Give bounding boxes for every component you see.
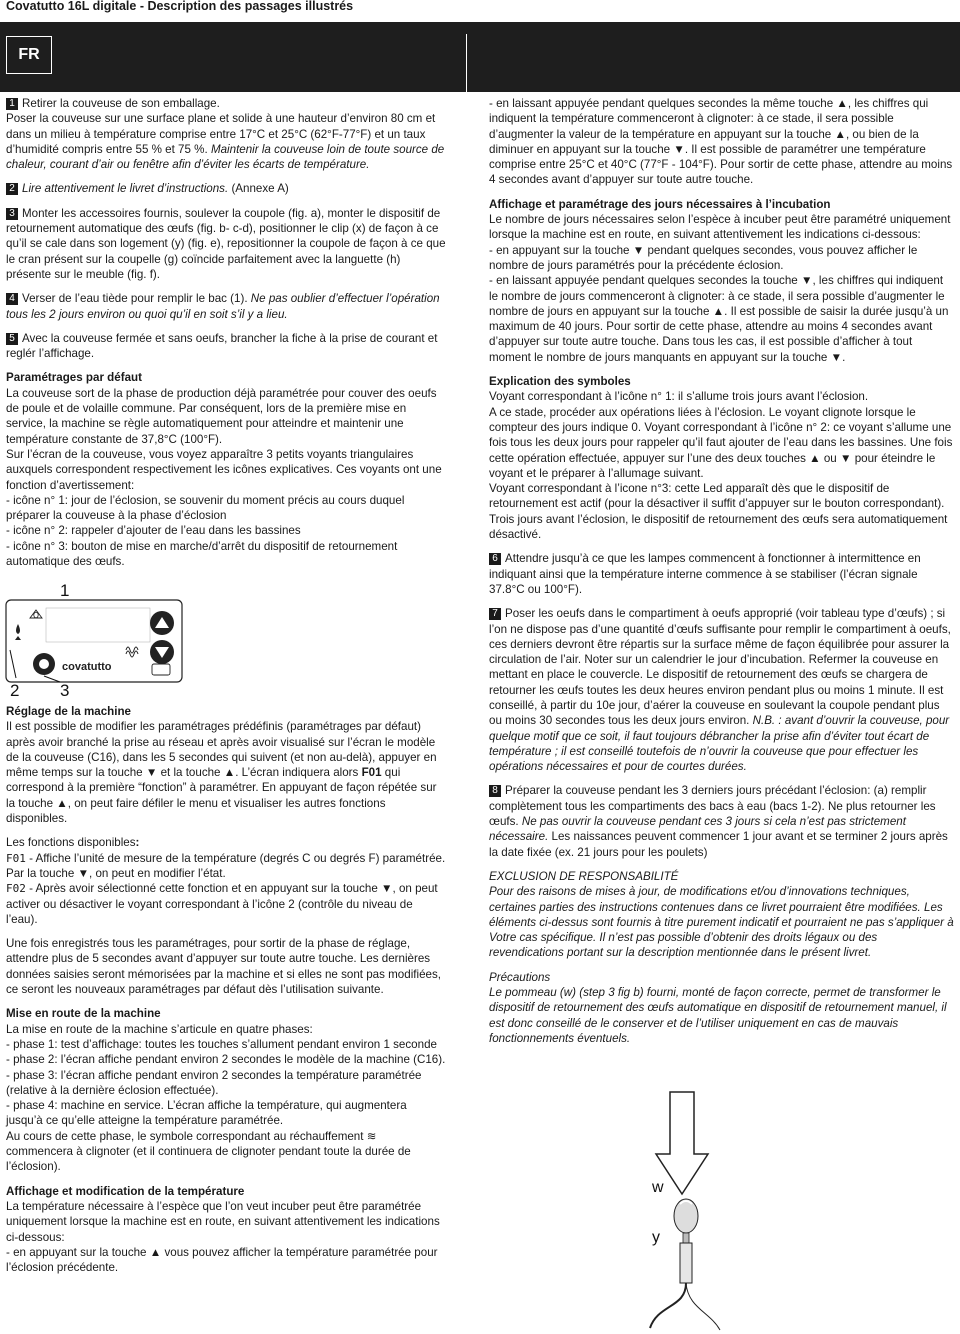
function-text: , on peut activer ou désactiver le voyant correspondant à l’icône 2 (contrôle du niveau de l’eau). [6, 882, 438, 926]
days-text: . [842, 350, 846, 364]
up-arrow-icon: ▲ [809, 451, 821, 465]
step-number: 4 [6, 293, 18, 305]
document-title: Covatutto 16L digitale - Description des passages illustrés [6, 0, 354, 13]
startup-text: La mise en route de la machine s’articule en quatre phases: [6, 1022, 313, 1036]
precautions-heading: Précautions [489, 970, 551, 984]
disclaimer-text: Pour des raisons de mises à jour, de modifications et/ou d’innovations techniques, certaines parties des instructions contenues dans ce livret pourraient être modifiées. Les éléments ci-dessus sont fournis à titre purement indicatif et pourraient ne pas s’appliquer à Votre cas spécifique. Il n’est pas possible d’obtenir des droits légaux ou des revendications portant sur la description mentionnée dans le présent livret. [489, 885, 954, 960]
temperature-text: La température nécessaire à l’espèce que l’on veut incuber peut être paramétrée uniquement lorsque la machine est en route, en suivant attentivement les indications ci-dessous: [6, 1199, 440, 1244]
step-number: 1 [6, 98, 18, 110]
up-arrow-icon: ▲ [712, 304, 725, 318]
figure-label-y: y [652, 1229, 660, 1246]
step-number: 3 [6, 208, 18, 220]
step-number: 7 [489, 608, 501, 620]
function-code: F01 [361, 766, 382, 780]
reglage-text: et la touche [160, 766, 221, 780]
days-text: Le nombre de jours nécessaires selon l’espèce à incuber peut être paramétré uniquement lorsque la machine est en route, en suivant attentivement les indications ci-dessous: [489, 213, 951, 242]
save-paragraph: Une fois enregistrés tous les paramétrages, pour sortir de la phase de réglage, attendre plus de 5 secondes avant d’appuyer sur toute autre touche. Les dernières données saisies seront mémorisées par la machine et si elles ne sont pas modifiées, ce seront les nouveaux paramétrages par défaut dès l’utilisation suivante. [6, 937, 441, 997]
step-8-text: Les naissances peuvent commencer 1 jour avant et se terminer 2 jours après la date fixée (ex. 21 jours pour les poulets) [489, 830, 948, 859]
up-arrow-icon: ▲ [223, 766, 236, 780]
turning-knob-figure [610, 1090, 730, 1334]
header-band [0, 22, 960, 92]
turning-rod [686, 1283, 720, 1330]
symbols-text: ou [823, 451, 837, 465]
step-2-annex: (Annexe A) [231, 182, 289, 196]
step-number: 2 [6, 183, 18, 195]
days-text: - en laissant appuyée pendant quelques secondes la touche [489, 274, 798, 288]
temperature-text: - en laissant appuyée pendant quelques secondes la même touche [489, 97, 834, 110]
startup-phase-1: - phase 1: test d’affichage: toutes les touches s’allument pendant environ 1 seconde [6, 1037, 437, 1051]
startup-phase-2: - phase 2: l’écran affiche pendant environ 2 secondes le modèle de la machine (C16). [6, 1053, 446, 1067]
step-1-placement: Poser la couveuse sur une surface plane et solide à une hauteur d’environ 80 cm et dans un milieu à température comprise entre 17°C et 25°C (62°F-77°F) et un taux d’humidité compris entre 55 % et 75 %. [6, 112, 436, 156]
step-4-text: Verser de l’eau tiède pour remplir le bac (1). [22, 292, 248, 306]
startup-text: Au cours de cette phase, le symbole correspondant au réchauffement [6, 1129, 364, 1143]
symbols-text: Voyant correspondant à l’icone n°3: cette Led apparaît dès que le dispositif de retournement est actif (pour la désactiver il suffit d’appuyer sur le bouton correspondant). Trois jours avant l’éclosion, le dispositif de retournement des œufs sera automatiquement désactivé. [489, 482, 948, 542]
step-number: 8 [489, 785, 501, 797]
down-arrow-icon [656, 1092, 708, 1194]
language-badge: FR [6, 36, 52, 74]
control-panel-figure [0, 580, 210, 700]
days-text: - en appuyant sur la touche [489, 243, 630, 257]
up-arrow-icon: ▲ [834, 127, 846, 141]
step-5-text: Avec la couveuse fermée et sans oeufs, brancher la fiche à la prise de courant et reglér l’affichage. [6, 331, 438, 361]
functions-heading: Les fonctions disponibles [6, 836, 136, 850]
turning-rod [650, 1283, 686, 1328]
reglage-heading: Réglage de la machine [6, 705, 132, 718]
down-arrow-icon: ▼ [381, 882, 393, 896]
clip-housing-y [680, 1243, 692, 1283]
temperature-text: . Il est possible de paramétrer une température comprise entre 25°C et 40°C (77°F - 104°F). Pour sortir de cette phase, attendre au moins 4 secondes avant d’appuyer sur toute autre touche. [489, 142, 953, 187]
down-arrow-icon: ▼ [840, 451, 852, 465]
temperature-text: , les chiffres qui indiquent la température commenceront à clignoter: à ce stade, il sera possible d’augmenter la valeur de la température en appuyant sur la touche [489, 97, 929, 141]
defaults-icon-3: - icône n° 3: bouton de mise en marche/d’arrêt du dispositif de retournement automatique des œufs. [6, 539, 398, 569]
step-2-text: Lire attentivement le livret d’instructions. [22, 182, 229, 196]
down-arrow-icon: ▼ [830, 350, 843, 364]
right-column [489, 96, 955, 1046]
function-text: - Affiche l’unité de mesure de la température (degrés C ou degrés F) paramétrée. Par la touche [6, 851, 446, 880]
heating-symbol-icon: ≋ [366, 1129, 377, 1143]
temperature-text: - en appuyant sur la touche [6, 1245, 147, 1259]
defaults-heading: Paramétrages par défaut [6, 371, 142, 385]
up-arrow-icon: ▲ [149, 1245, 162, 1259]
symbols-text: Voyant correspondant à l’icône n° 1: il s’allume trois jours avant l’éclosion. [489, 390, 869, 404]
reglage-text: Il est possible de modifier les paramétrages prédéfinis (paramétrages par défaut) après avoir branché la prise au réseau et après avoir visualisé sur l’écran le modèle de la couveuse (C16), dans les 5 secondes qui suivent (et non au-delà), appuyer en même temps sur la touche [6, 720, 437, 780]
temperature-text: vous pouvez afficher la température paramétrée pour l’éclosion précédente. [6, 1245, 438, 1275]
step-3-text: Monter les accessoires fournis, soulever la coupole (fig. a), monter le dispositif de retournement automatique des œufs (fig. b- c-d), positionner le clip (x) de façon à ce qu’il se cale dans son logement (y) (fig. e), repositionner la coupole de façon à ce que le cran présent sur la coupelle (g) coïncide parfaitement avec la languette (h) présente sur le meuble (fig. f). [6, 206, 446, 281]
step-4-note: Ne pas oublier d’effectuer l’opération tous les 2 jours environ ou quoi qu’il en soit s’il y a lieu. [6, 292, 440, 321]
function-code: F02 [6, 882, 26, 896]
down-arrow-icon: ▼ [145, 766, 158, 780]
defaults-icon-1: - icône n° 1: jour de l’éclosion, se souvenir du moment précis au cours duquel préparer la couveuse à la phase d’éclosion [6, 493, 405, 523]
startup-phase-3: - phase 3: l’écran affiche pendant environ 2 secondes la température paramétrée (relative à la dernière éclosion effectuée). [6, 1068, 422, 1097]
reglage-text: qui correspond à la première “fonction” à paramétrer. En appuyant de façon répétée sur la touche [6, 766, 437, 810]
function-text: , on peut en modifier l’état. [89, 866, 226, 880]
knob-w [674, 1199, 698, 1233]
startup-heading: Mise en route de la machine [6, 1007, 161, 1021]
startup-phase-4: - phase 4: machine en service. L’écran affiche la température, qui augmentera jusqu’à ce qu’elle atteigne la température paramétrée. [6, 1099, 407, 1128]
step-1-text: Retirer la couveuse de son emballage. [22, 97, 220, 110]
days-text: , les chiffres qui indiquent le nombre de jours commenceront à clignoter: à ce stade, il sera possible d’augmenter le nombre de jours en appuyant sur la touche [489, 274, 945, 318]
days-text: pendant quelques secondes, vous pouvez afficher le nombre de jours paramétrés pour la précédente éclosion. [489, 243, 918, 272]
down-arrow-icon: ▼ [673, 142, 685, 156]
left-column [6, 96, 446, 569]
days-text: . Il est possible de saisir la durée jusqu’à un maximum de 40 jours. Pour sortir de cette phase, attendre au moins 4 secondes avant d’appuyer sur toute autre touche. Dans tous les cas, il est possible d’afficher à tout moment le nombre de jours manquants en appuyant sur la touche [489, 304, 949, 364]
temperature-text: , ou bien de la diminuer en appuyant sur la touche [489, 127, 919, 156]
reglage-text: . L’écran indiquera alors [235, 766, 359, 780]
days-heading: Affichage et paramétrage des jours nécessaires à l’incubation [489, 197, 831, 211]
step-6-text: Attendre jusqu’à ce que les lampes commencent à fonctionner à intermittence en indiquant ainsi que la température interne commence à se stabiliser (l’écran signale 37.8°C ou 100°F). [489, 552, 921, 596]
disclaimer-heading: EXCLUSION DE RESPONSABILITÉ [489, 869, 679, 883]
functions-colon: : [135, 836, 140, 850]
defaults-icon-2: - icône n° 2: rappeler d’ajouter de l’eau dans les bassines [6, 524, 301, 538]
left-column-lower [6, 704, 446, 1275]
figure-label-3: 3 [60, 681, 70, 700]
figure-label-w: w [652, 1179, 664, 1196]
up-arrow-icon: ▲ [56, 796, 68, 810]
reglage-text: , on peut faire défiler le menu et visualiser les autres fonctions disponibles. [6, 796, 386, 826]
defaults-paragraph: La couveuse sort de la phase de production déjà paramétrée pour couver des oeufs de poule et de volaille commune. Par conséquent, lors de la première mise en service, la machine se règle automatiquement pour atteindre et maintenir une température constante de 37,8°C (100°F). [6, 386, 437, 446]
down-arrow-icon: ▼ [801, 274, 813, 288]
startup-text: commencera à clignoter (et il continuera de clignoter pendant toute la durée de l’éclosion). [6, 1145, 411, 1174]
temperature-heading: Affichage et modification de la température [6, 1184, 245, 1198]
symbols-heading: Explication des symboles [489, 375, 631, 389]
step-number: 5 [6, 333, 18, 345]
symbols-text: A ce stade, procéder aux opérations liées à l’éclosion. Le voyant clignote lorsque le compteur des jours indique 0. Voyant correspondant à l’icône n° 2: ce voyant s’allume une fois tous les deux jours pour rappeler qu’il faut ajouter de l’eau dans les bassines. Une fois cette opération effectuée, appuyer sur l’une des deux touches [489, 405, 953, 465]
down-arrow-icon: ▼ [77, 866, 90, 880]
step-1-warning: Maintenir la couveuse loin de toute source de chaleur, courant d’air ou fenêtre afin d’éviter les écarts de température. [6, 142, 445, 172]
up-arrow-icon: ▲ [836, 97, 848, 110]
function-code: F01 [6, 851, 26, 865]
step-8-note: Ne pas ouvrir la couveuse pendant ces 3 jours si cela n’est pas strictement nécessaire. [489, 815, 906, 844]
figure-label-1: 1 [60, 581, 70, 600]
function-text: - Après avoir sélectionné cette fonction et en appuyant sur la touche [29, 882, 378, 896]
precautions-text: Le pommeau (w) (step 3 fig b) fourni, monté de façon correcte, permet de transformer le dispositif de retournement des œufs automatique en dispositif de retournement manuel, il est donc conseillé de le conserver et de l’utiliser uniquement en cas de mauvais fonctionnements éventuels. [489, 986, 947, 1045]
step-7-text: Poser les oeufs dans le compartiment à oeufs approprié (voir tableau type d’œufs) ; si l’on ne dispose pas d’une quantité d’œufs suffisante pour remplir le compartiment à oeufs, ces derniers devront être répartis sur la surface même de façon équilibrée pour assurer la circulation de l’air. Noter sur un calendrier le jour d’incubation. Refermer la couveuse en mettant en place le couvercle. Le dispositif de retournement des œufs se chargera de retourner les œufs toutes les deux heures environ pendant plus ou moins 1 minute. Il est conseillé, à partir du 10e jour, d’aérer la couveuse en soulevant la coupole pendant plus ou moins 30 secondes tous les deux jours environ. [489, 607, 951, 728]
down-arrow-icon: ▼ [632, 243, 645, 257]
display-screen [46, 608, 150, 642]
brand-logo: covatutto [62, 661, 112, 673]
symbols-text: pour éteindre le voyant et le préparer à l’allumage suivant. [489, 451, 936, 480]
header-divider [466, 34, 467, 92]
figure-label-2: 2 [10, 681, 20, 700]
step-number: 6 [489, 553, 501, 565]
step-8-text: Préparer la couveuse pendant les 3 derniers jours précédant l’éclosion: (a) remplir complètement tous les compartiments des bacs à eau (bacs 1-2). Ne plus retourner les œufs. [489, 784, 936, 829]
step-7-note: N.B. : avant d’ouvrir la couveuse, pour quelque motif que ce soit, il faut toujours débrancher la prise afin d’éviter tout écart de température ; il est conseillé toutefois de n’ouvrir la couveuse que pour effectuer les opérations nécessaires et pour de courtes durées. [489, 714, 950, 774]
defaults-paragraph: Sur l’écran de la couveuse, vous voyez apparaître 3 petits voyants triangulaires auxquels correspondent respectivement les icônes explicatives. Ces voyants ont une fonction d’avertissement: [6, 447, 442, 492]
